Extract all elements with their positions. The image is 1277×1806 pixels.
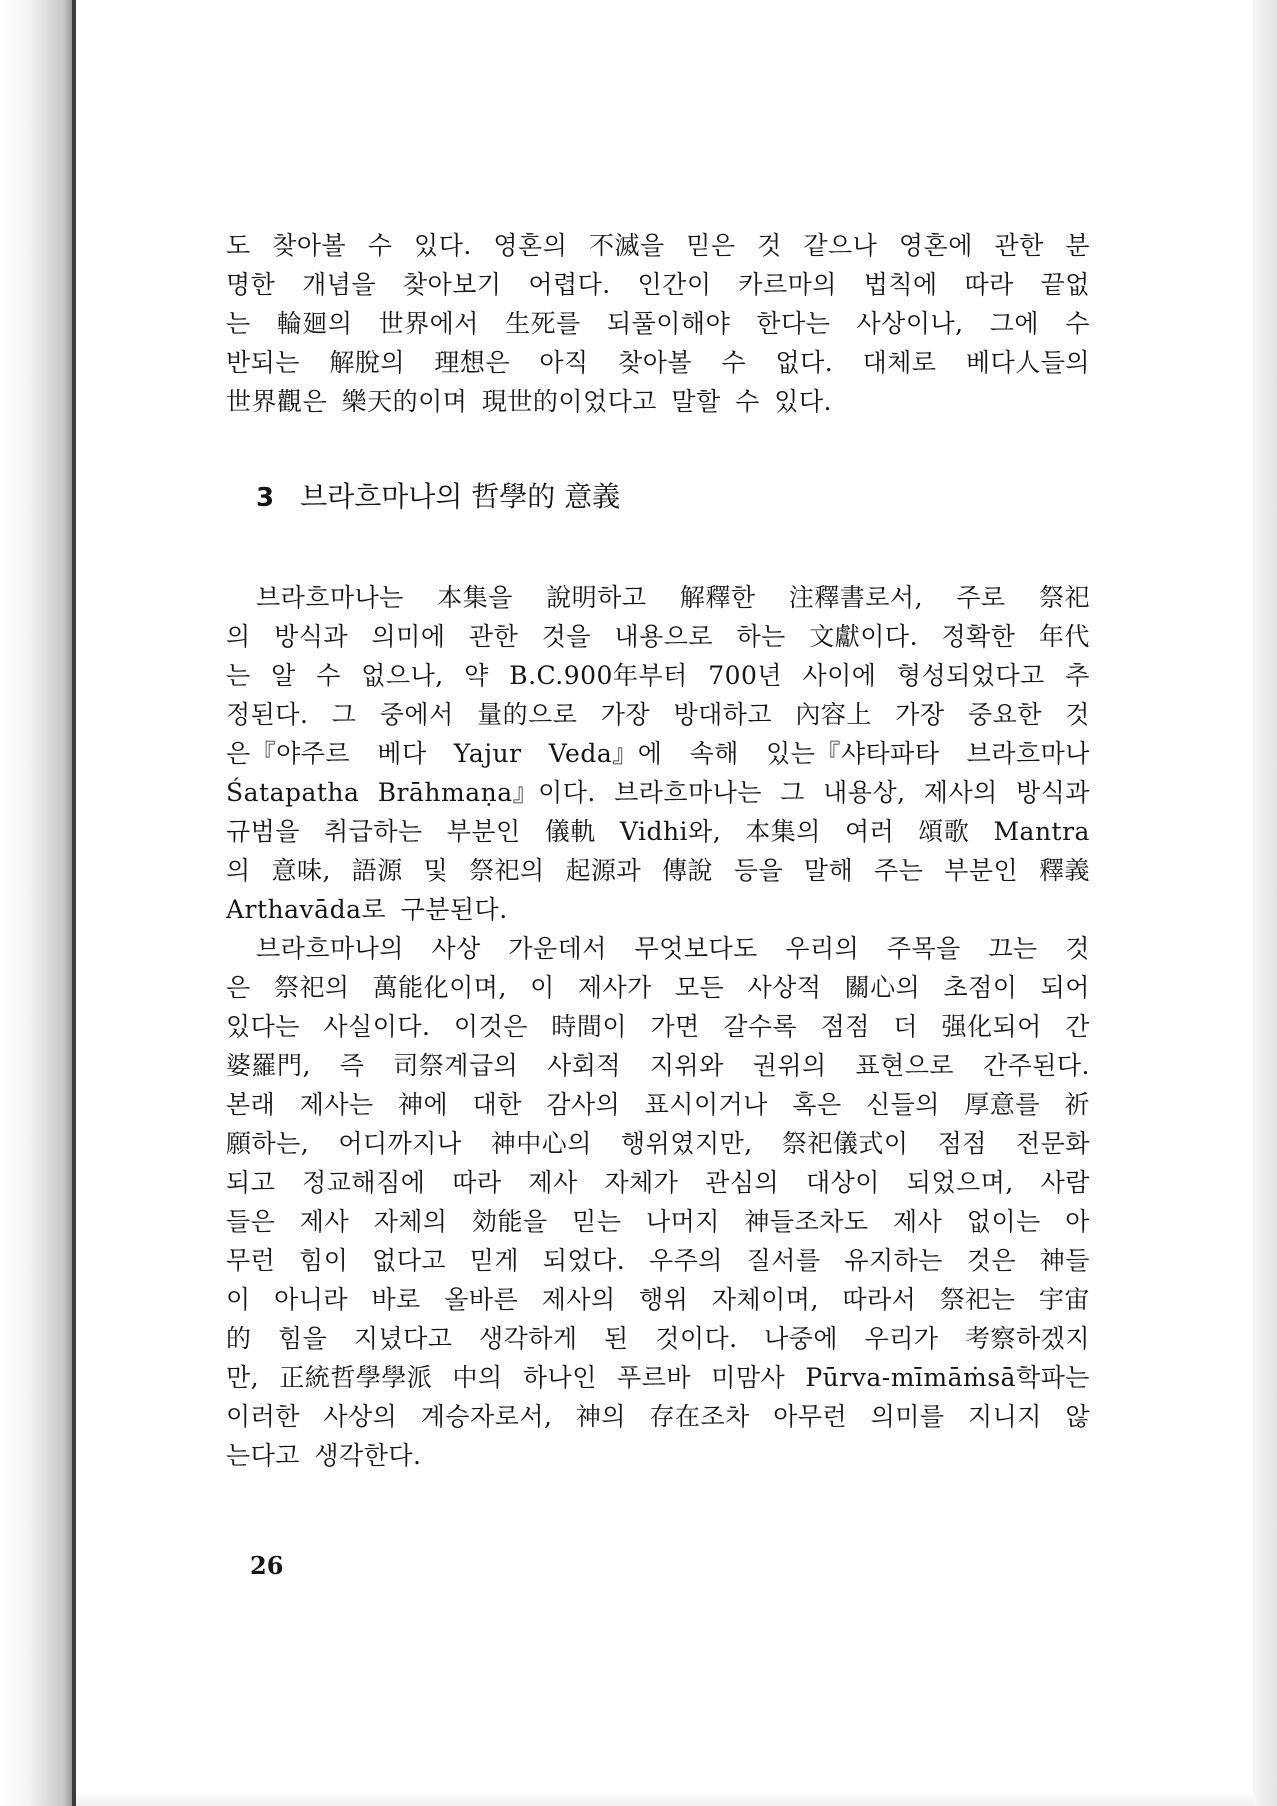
paragraph — [226, 929, 1090, 1475]
text-line: 의 意味, 語源 및 祭祀의 起源과 傳說 등을 말해 주는 부분인 釋義 — [226, 856, 1090, 885]
section-heading — [226, 477, 1090, 518]
text-line: 는다고 생각한다. — [226, 1441, 422, 1470]
text-line: 願하는, 어디까지나 神中心의 행위였지만, 祭祀儀式이 점점 전문화 — [226, 1129, 1090, 1158]
section-body — [226, 578, 1090, 1475]
text-line: 世界觀은 樂天的이며 現世的이었다고 말할 수 있다. — [226, 387, 832, 416]
text-line: 반되는 解脫의 理想은 아직 찾아볼 수 없다. 대체로 베다人들의 — [226, 348, 1090, 377]
scan-right-shadow — [1253, 0, 1277, 1806]
page-number: 26 — [250, 1551, 284, 1580]
text-line: 있다는 사실이다. 이것은 時間이 가면 갈수록 점점 더 强化되어 간 — [226, 1012, 1090, 1041]
text-line: 이러한 사상의 계승자로서, 神의 存在조차 아무런 의미를 지니지 않 — [226, 1402, 1090, 1431]
text-line: 은『야주르 베다 Yajur Veda』에 속해 있는『샤타파타 브라흐마나 — [226, 739, 1090, 768]
paragraph — [226, 578, 1090, 929]
text-line: 브라흐마나의 사상 가운데서 무엇보다도 우리의 주목을 끄는 것 — [256, 934, 1090, 963]
page-content — [226, 226, 1090, 1475]
text-line: 들은 제사 자체의 効能을 믿는 나머지 神들조차도 제사 없이는 아 — [226, 1207, 1090, 1236]
page-bottom-shadow — [76, 1792, 1253, 1806]
intro-paragraphs — [226, 226, 1090, 421]
text-line: 명한 개념을 찾아보기 어렵다. 인간이 카르마의 법칙에 따라 끝없 — [226, 270, 1090, 299]
section-title: 브라흐마나의 哲學的 意義 — [300, 480, 621, 513]
text-line: 도 찾아볼 수 있다. 영혼의 不滅을 믿은 것 같으나 영혼에 관한 분 — [226, 231, 1090, 260]
text-line: 는 輪廻의 世界에서 生死를 되풀이해야 한다는 사상이나, 그에 수 — [226, 309, 1090, 338]
section-number: 3 — [256, 483, 275, 513]
text-line: 규범을 취급하는 부분인 儀軌 Vidhi와, 本集의 여러 頌歌 Mantra — [226, 817, 1090, 846]
text-line: 이 아니라 바로 올바른 제사의 행위 자체이며, 따라서 祭祀는 宇宙 — [226, 1285, 1090, 1314]
paragraph — [226, 226, 1090, 421]
text-line: 的 힘을 지녔다고 생각하게 된 것이다. 나중에 우리가 考察하겠지 — [226, 1324, 1090, 1353]
text-line: 되고 정교해짐에 따라 제사 자체가 관심의 대상이 되었으며, 사람 — [226, 1168, 1090, 1197]
text-line: 무런 힘이 없다고 믿게 되었다. 우주의 질서를 유지하는 것은 神들 — [226, 1246, 1090, 1275]
text-line: 婆羅門, 즉 司祭계급의 사회적 지위와 권위의 표현으로 간주된다. — [226, 1051, 1090, 1080]
text-line: 는 알 수 없으나, 약 B.C.900年부터 700년 사이에 형성되었다고 추 — [226, 661, 1090, 690]
text-line: 본래 제사는 神에 대한 감사의 표시이거나 혹은 신들의 厚意를 祈 — [226, 1090, 1090, 1119]
text-line: Arthavāda로 구분된다. — [226, 895, 508, 924]
text-line: 브라흐마나는 本集을 說明하고 解釋한 注釋書로서, 주로 祭祀 — [256, 583, 1090, 612]
text-line: 의 방식과 의미에 관한 것을 내용으로 하는 文獻이다. 정확한 年代 — [226, 622, 1090, 651]
text-line: 정된다. 그 중에서 量的으로 가장 방대하고 內容上 가장 중요한 것 — [226, 700, 1090, 729]
text-line: 은 祭祀의 萬能化이며, 이 제사가 모든 사상적 關心의 초점이 되어 — [226, 973, 1090, 1002]
scan-left-shadow — [0, 0, 72, 1806]
text-line: Śatapatha Brāhmaṇa』이다. 브라흐마나는 그 내용상, 제사의 방식과 — [226, 778, 1090, 807]
text-line: 만, 正統哲學學派 中의 하나인 푸르바 미맘사 Pūrva-mīmāṁsā학파는 — [226, 1363, 1090, 1392]
